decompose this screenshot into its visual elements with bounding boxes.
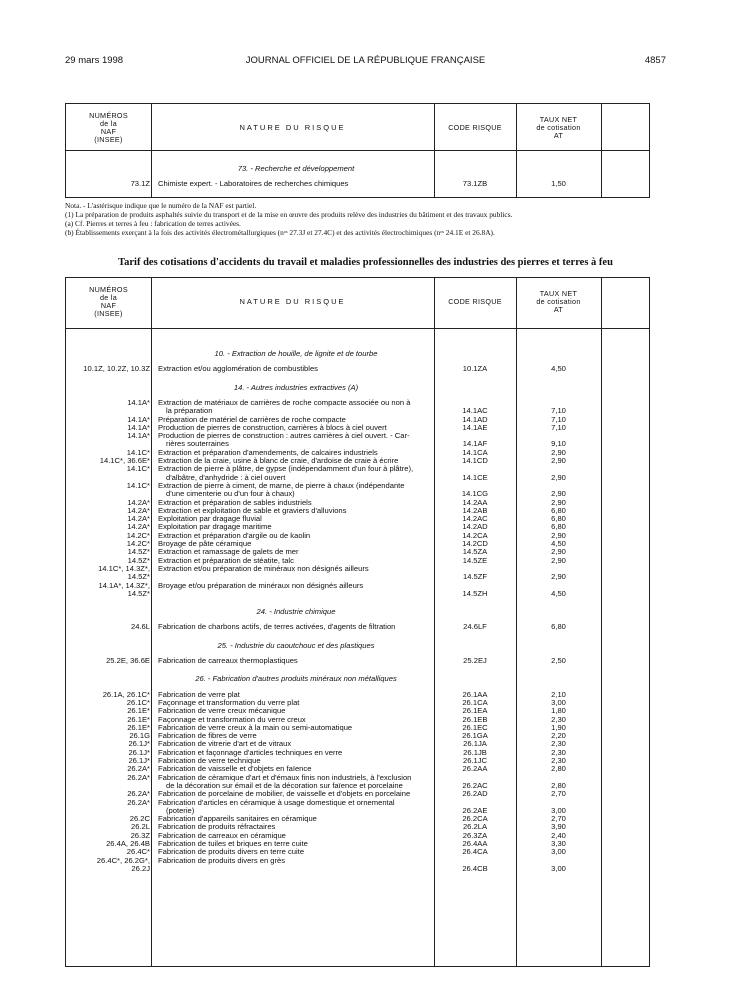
row-code: 26.1AA — [462, 689, 488, 699]
row-code: 14.2CA — [462, 530, 488, 540]
row-naf: 26.2A* — [127, 764, 150, 774]
row-rate: 2,90 — [551, 489, 566, 499]
row-rate: 3,30 — [551, 839, 566, 848]
table-row-code: 73.1ZB — [462, 179, 488, 188]
row-rate: 3,00 — [551, 847, 566, 857]
row-rate: 2,70 — [551, 814, 566, 824]
row-nature: Façonnage et transformation du verre creux — [158, 714, 306, 724]
row-rate: 4,50 — [551, 588, 566, 598]
row-naf: 10.1Z, 10.2Z, 10.3Z — [83, 364, 150, 374]
row-code: 26.1JA — [463, 739, 487, 749]
row-rate: 2,90 — [551, 497, 566, 507]
section-title: 26. - Fabrication d'autres produits minéraux non métalliques — [195, 674, 397, 684]
row-code: 14.1AD — [462, 414, 488, 424]
header-page-number: 4857 — [644, 55, 666, 66]
row-nature: Fabrication de verre plat — [158, 689, 240, 699]
row-nature: Fabrication de porcelaine de mobilier, de vaisselle et d'objets en porcelaine — [158, 789, 411, 799]
row-nature: Extraction de pierre à plâtre, de gypse (indépendamment d'un four à plâtre), — [158, 464, 414, 474]
row-code: 14.2AA — [462, 497, 488, 507]
table-row-nature: Chimiste expert. - Laboratoires de recherches chimiques — [158, 179, 349, 188]
row-naf: 14.2A* — [127, 505, 150, 515]
row-naf: 26.4C* — [126, 847, 150, 857]
row-rate: 2,80 — [551, 780, 566, 790]
row-nature: Fabrication de charbons actifs, de terres activées, d'agents de filtration — [158, 622, 396, 632]
row-nature: Extraction et/ou agglomération de combustibles — [158, 364, 318, 374]
row-code: 26.1CA — [462, 697, 488, 707]
row-rate: 2,40 — [551, 830, 566, 840]
row-naf: 26.2A* — [127, 789, 150, 799]
row-rate: 3,00 — [551, 863, 566, 873]
row-rate: 2,80 — [551, 764, 566, 774]
table-row-naf: 73.1Z — [130, 179, 150, 188]
row-code: 26.1JC — [462, 756, 488, 765]
row-nature: Extraction et préparation de sables industriels — [158, 497, 312, 507]
col-naf-header: NUMÉROS de la NAF (INSEE) — [89, 111, 128, 144]
row-code: 14.2AD — [462, 522, 488, 532]
row-nature: Extraction et exploitation de sable et graviers d'alluvions — [158, 505, 347, 515]
row-nature: Extraction et préparation de stéatite, talc — [158, 555, 294, 565]
col-code-header: CODE RISQUE — [448, 297, 502, 306]
row-code: 14.1CG — [461, 489, 489, 499]
row-nature: Extraction et ramassage de galets de mer — [158, 547, 299, 557]
row-nature: Fabrication de verre creux mécanique — [158, 706, 286, 716]
row-naf: 14.1A* — [127, 397, 150, 407]
note-a: (a) Cf. Pierres et terres à feu : fabrication de terres activées. — [65, 219, 241, 228]
section-title: 14. - Autres industries extractives (A) — [233, 382, 359, 392]
header-date: 29 mars 1998 — [65, 55, 124, 66]
section-title: 73. - Recherche et développement — [237, 164, 355, 173]
note-b: (b) Établissements exerçant à la fois des activités électrométallurgiques (nᵒˢ 27.3J et 27.4C) et des activités électrochimiques (nᵒˢ 24.1E et 26.8A). — [65, 228, 495, 237]
row-nature: Fabrication de vitrerie d'art et de vitraux — [158, 739, 292, 749]
row-naf: 26.3Z — [130, 830, 150, 840]
row-rate: 2,10 — [551, 689, 566, 699]
row-nature: Fabrication de verre creux à la main ou semi-automatique — [158, 722, 353, 732]
row-rate: 7,10 — [551, 406, 566, 416]
row-naf: 26.4A, 26.4B — [106, 839, 150, 848]
table-row-rate: 1,50 — [551, 179, 566, 188]
row-code: 26.2AC — [462, 780, 488, 790]
row-naf: 14.2A* — [127, 514, 150, 524]
row-nature: Production de pierres de construction : autres carrières à ciel ouvert. - Car- — [158, 431, 410, 441]
row-naf: 14.5Z* — [127, 555, 150, 565]
row-naf: 14.2A* — [127, 522, 150, 532]
col-naf-header: NUMÉROS de la NAF (INSEE) — [89, 285, 128, 318]
row-naf: 14.2C* — [126, 539, 150, 548]
table-title: Tarif des cotisations d'accidents du travail et maladies professionnelles des industries des pierres et terres à feu — [118, 257, 613, 268]
row-rate: 2,90 — [551, 555, 566, 565]
row-code: 14.1CE — [462, 472, 488, 482]
section-title: 25. - Industrie du caoutchouc et des plastiques — [217, 640, 375, 650]
row-code: 26.3ZA — [462, 830, 488, 840]
row-code: 14.2AC — [462, 514, 488, 524]
row-nature: Broyage et/ou préparation de minéraux non désignés ailleurs — [158, 580, 364, 590]
row-code: 26.4CA — [462, 847, 488, 857]
row-naf: 26.1J* — [128, 747, 150, 757]
row-nature: Fabrication de carreaux en céramique — [158, 830, 286, 840]
row-nature: Fabrication de produits divers en grès — [158, 855, 286, 865]
row-naf: 14.1C* — [126, 464, 150, 474]
row-code: 10.1ZA — [462, 364, 488, 374]
row-rate: 2,30 — [551, 714, 566, 724]
row-rate: 6,80 — [551, 505, 566, 515]
row-nature: (poterie) — [166, 805, 195, 815]
row-naf: 14.5Z* — [127, 572, 150, 582]
col-code-header: CODE RISQUE — [448, 123, 502, 132]
section-title: 24. - Industrie chimique — [256, 607, 336, 617]
row-rate: 9,10 — [551, 439, 566, 449]
row-nature: Fabrication et façonnage d'articles techniques en verre — [158, 747, 343, 757]
row-naf: 26.2C — [129, 814, 150, 824]
header-journal-title: JOURNAL OFFICIEL DE LA RÉPUBLIQUE FRANÇAISE — [245, 55, 486, 66]
col-nature-header: NATURE DU RISQUE — [239, 123, 346, 132]
row-code: 26.4AA — [462, 839, 488, 848]
row-naf: 26.2A* — [127, 797, 150, 807]
row-nature: Fabrication de carreaux thermoplastiques — [158, 656, 298, 665]
row-rate: 1,90 — [551, 722, 566, 732]
row-naf: 14.1C*, 14.3Z*, — [98, 563, 150, 573]
row-code: 26.1EC — [462, 722, 488, 732]
row-nature: Fabrication de céramique d'art et d'émaux finis non industriels, à l'exclusion — [158, 772, 412, 782]
row-code: 26.1EB — [462, 714, 488, 724]
row-naf: 14.1A* — [127, 431, 150, 441]
row-rate: 3,00 — [551, 697, 566, 707]
row-naf: 26.1J* — [128, 756, 150, 765]
row-nature: Exploitation par dragage fluvial — [158, 514, 262, 524]
row-naf: 26.4C*, 26.2G*, — [96, 855, 150, 865]
row-code: 24.6LF — [463, 622, 487, 632]
row-code: 14.5ZA — [462, 547, 488, 557]
row-code: 14.1CA — [462, 447, 488, 457]
row-rate: 3,90 — [551, 822, 566, 832]
row-naf: 14.1A* — [127, 422, 150, 432]
row-naf: 26.1E* — [127, 722, 150, 732]
row-rate: 1,80 — [551, 706, 566, 716]
row-code: 26.2AD — [462, 789, 488, 799]
row-code: 25.2EJ — [463, 656, 487, 665]
row-code: 26.2AA — [462, 764, 488, 774]
row-nature: Fabrication d'articles en céramique à usage domestique et ornemental — [158, 797, 395, 807]
row-nature: Extraction de pierre à ciment, de marne, de pierre à chaux (indépendante — [158, 480, 405, 490]
row-nature: Exploitation par dragage maritime — [158, 522, 272, 532]
row-code: 26.1EA — [462, 706, 488, 716]
row-rate: 2,90 — [551, 456, 566, 465]
row-code: 26.2CA — [462, 814, 488, 824]
row-naf: 14.2A* — [127, 497, 150, 507]
col-rate-header: TAUX NET de cotisation AT — [536, 289, 581, 314]
note-1: (1) La préparation de produits asphaltés suivie du transport et de la mise en œuvre des produits relève des industries du bâtiment et des travaux publics. — [65, 210, 513, 219]
col-nature-header: NATURE DU RISQUE — [239, 297, 346, 306]
row-naf: 26.2A* — [127, 772, 150, 782]
row-rate: 2,90 — [551, 447, 566, 457]
row-naf: 26.1C* — [126, 697, 150, 707]
row-nature: Fabrication de fibres de verre — [158, 731, 257, 741]
row-rate: 2,20 — [551, 731, 566, 741]
row-naf: 14.1C*, 36.6E* — [99, 456, 150, 465]
row-code: 14.1AC — [462, 406, 488, 416]
row-rate: 2,30 — [551, 756, 566, 765]
row-code: 14.5ZH — [462, 588, 488, 598]
row-nature: Préparation de matériel de carrières de roche compacte — [158, 414, 346, 424]
row-rate: 6,80 — [551, 622, 566, 632]
row-nature: Production de pierres de construction, carrières à blocs à ciel ouvert — [158, 422, 387, 432]
row-naf: 25.2E, 36.6E — [106, 656, 150, 665]
row-code: 14.5ZF — [462, 572, 488, 582]
row-rate: 2,90 — [551, 472, 566, 482]
row-nature: Fabrication de produits réfractaires — [158, 822, 276, 832]
row-rate: 6,80 — [551, 514, 566, 524]
row-naf: 26.1E* — [127, 706, 150, 716]
row-code: 14.1CD — [462, 456, 488, 465]
row-naf: 14.5Z* — [127, 547, 150, 557]
row-nature: la préparation — [166, 406, 213, 416]
row-rate: 2,30 — [551, 747, 566, 757]
row-rate: 2,90 — [551, 572, 566, 582]
row-rate: 7,10 — [551, 414, 566, 424]
row-code: 14.5ZE — [462, 555, 488, 565]
row-nature: Fabrication de tuiles et briques en terre cuite — [158, 839, 308, 848]
row-rate: 4,50 — [551, 364, 566, 374]
row-naf: 14.1C* — [126, 480, 150, 490]
row-rate: 4,50 — [551, 539, 566, 548]
row-nature: Extraction de la craie, usine à blanc de craie, d'ardoise de craie à écrire — [158, 456, 399, 465]
row-code: 14.2CD — [462, 539, 488, 548]
row-nature: Broyage de pâte céramique — [158, 539, 252, 548]
table-tariffs — [65, 277, 650, 967]
row-naf: 26.2J — [131, 863, 150, 873]
row-naf: 14.5Z* — [127, 588, 150, 598]
row-nature: Extraction et/ou préparation de minéraux non désignés ailleurs — [158, 563, 369, 573]
row-code: 14.1AF — [462, 439, 488, 449]
row-rate: 2,90 — [551, 530, 566, 540]
row-naf: 26.2L — [130, 822, 150, 832]
row-naf: 14.2C* — [126, 530, 150, 540]
row-rate: 3,00 — [551, 805, 566, 815]
row-nature: Fabrication de produits divers en terre cuite — [158, 847, 305, 857]
row-nature: rières souterraines — [166, 439, 229, 449]
row-nature: de la décoration sur émail et de la décoration sur faïence et porcelaine — [166, 780, 403, 790]
row-naf: 14.1C* — [126, 447, 150, 457]
row-rate: 2,30 — [551, 739, 566, 749]
row-nature: d'une cimenterie ou d'un four à chaux) — [166, 489, 295, 499]
row-nature: Fabrication d'appareils sanitaires en céramique — [158, 814, 317, 824]
row-code: 14.1AE — [462, 422, 488, 432]
row-nature: Extraction et préparation d'argile ou de kaolin — [158, 530, 311, 540]
row-naf: 14.1A*, 14.3Z*, — [98, 580, 150, 590]
row-code: 14.2AB — [462, 505, 488, 515]
row-rate: 2,70 — [551, 789, 566, 799]
table-research — [65, 103, 650, 198]
section-title: 10. - Extraction de houille, de lignite et de tourbe — [214, 349, 378, 358]
row-code: 26.4CB — [462, 863, 488, 873]
row-code: 26.1JB — [463, 747, 487, 757]
row-rate: 2,50 — [551, 656, 566, 665]
row-nature: Fabrication de vaisselle et d'objets en faïence — [158, 764, 312, 774]
row-naf: 26.1A, 26.1C* — [102, 689, 150, 699]
row-code: 26.1GA — [462, 731, 488, 741]
row-rate: 7,10 — [551, 422, 566, 432]
row-nature: Façonnage et transformation du verre plat — [158, 697, 300, 707]
row-rate: 2,90 — [551, 547, 566, 557]
row-code: 26.2AE — [462, 805, 488, 815]
row-code: 26.2LA — [462, 822, 488, 832]
row-naf: 26.1J* — [128, 739, 150, 749]
row-naf: 26.1E* — [127, 714, 150, 724]
row-nature: d'albâtre, d'anhydride : à ciel ouvert — [166, 472, 286, 482]
row-nature: Fabrication de verre technique — [158, 756, 261, 765]
note-asterisk: Nota. - L'astérisque indique que le numéro de la NAF est partiel. — [65, 201, 257, 210]
row-naf: 24.6L — [130, 622, 150, 632]
col-rate-header: TAUX NET de cotisation AT — [536, 115, 581, 140]
row-nature: Extraction de matériaux de carrières de roche compacte associée ou non à — [158, 397, 411, 407]
row-nature: Extraction et préparation d'amendements, de calcaires industriels — [158, 447, 378, 457]
row-rate: 6,80 — [551, 522, 566, 532]
row-naf: 26.1G — [129, 731, 150, 741]
row-naf: 14.1A* — [127, 414, 150, 424]
